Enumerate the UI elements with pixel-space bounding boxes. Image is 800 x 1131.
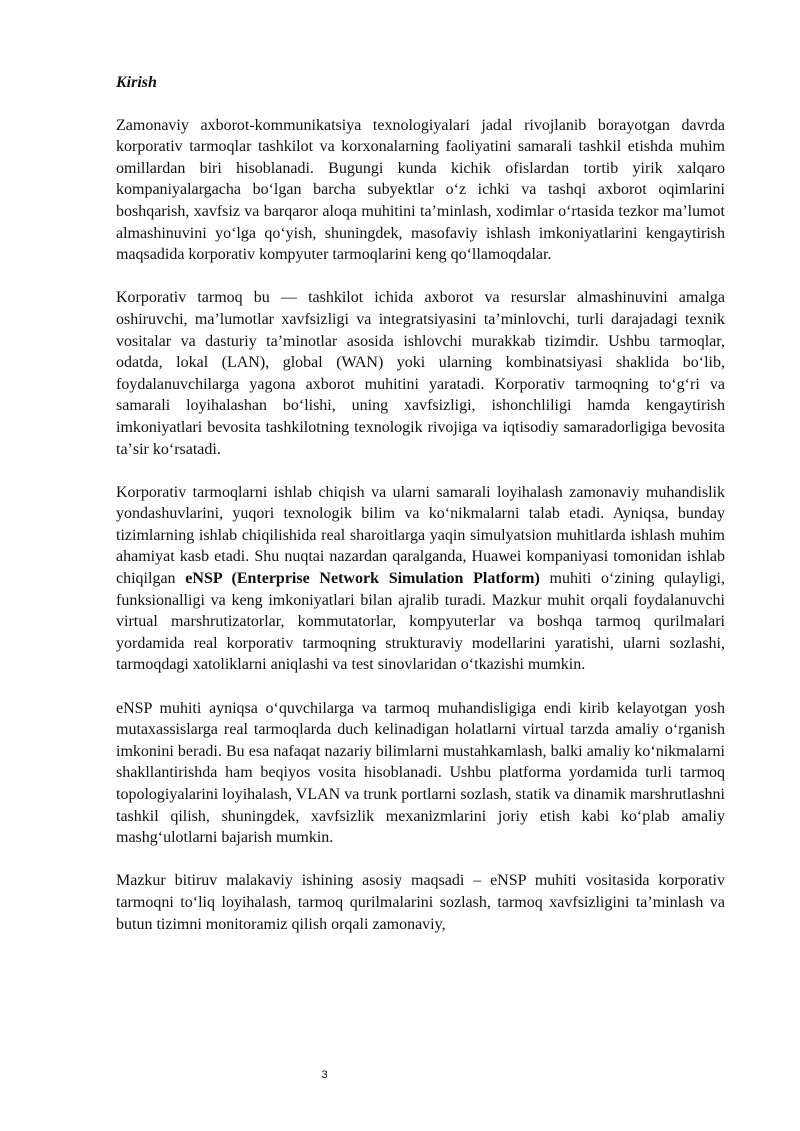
paragraph-3 <box>116 482 725 676</box>
ensp-term: eNSP (Enterprise Network Simulation Platform) <box>185 570 540 588</box>
paragraph-3-text-after: muhiti oʻzining qulayligi, funksionalligi va keng imkoniyatlari bilan ajralib turadi. Mazkur muhit orqali foydalanuvchi virtual marshrutizatorlar, kommutatorlar, kompyuterlar va boshqa tarmoq qurilmalari yordamida real korporativ tarmoqning strukturaviy modellarini yaratishi, ularni sozlashi, tarmoqdagi xatoliklarni aniqlashi va test sinovlaridan oʻtkazishi mumkin. <box>116 570 725 674</box>
page-number: 3 <box>321 1069 328 1081</box>
section-heading: Kirish <box>116 74 157 91</box>
paragraph-5: Mazkur bitiruv malakaviy ishining asosiy maqsadi – eNSP muhiti vositasida korporativ tarmoqni toʻliq loyihalash, tarmoq qurilmalarini sozlash, tarmoq xavfsizligini taʼminlash va butun tizimni monitoramiz qilish orqali zamonaviy, <box>116 872 725 933</box>
paragraph-1: Zamonaviy axborot-kommunikatsiya texnologiyalari jadal rivojlanib borayotgan davrda korporativ tarmoqlar tashkilot va korxonalarning faoliyatini samarali tashkil etishda muhim omillardan biri hisoblanadi. Bugungi kunda kichik ofislardan tortib yirik xalqaro kompaniyalargacha boʻlgan barcha subyektlar oʻz ichki va tashqi axborot oqimlarini boshqarish, xavfsiz va barqaror aloqa muhitini taʼminlash, xodimlar oʻrtasida tezkor maʼlumot almashinuvini yoʻlga qoʻyish, shuningdek, masofaviy ishlash imkoniyatlarini kengaytirish maqsadida korporativ kompyuter tarmoqlarini keng qoʻllamoqdalar. <box>116 116 725 264</box>
paragraph-3-text-before: Korporativ tarmoqlarni ishlab chiqish va ularni samarali loyihalash zamonaviy muhandislik yondashuvlarini, yuqori texnologik bilim va koʻnikmalarni talab etadi. Ayniqsa, bunday tizimlarning ishlab chiqilishida real sharoitlarga yaqin simulyatsion muhitlarda ishlash muhim ahamiyat kasb etadi. Shu nuqtai nazardan qaralganda, Huawei kompaniyasi tomonidan ishlab chiqilgan <box>116 483 725 588</box>
document-page <box>116 72 725 935</box>
paragraph-2: Korporativ tarmoq bu — tashkilot ichida axborot va resurslar almashinuvini amalga oshiruvchi, maʼlumotlar xavfsizligi va integratsiyasini taʼminlovchi, turli darajadagi texnik vositalar va dasturiy taʼminotlar asosida ishlovchi murakkab tizimdir. Ushbu tarmoqlar, odatda, lokal (LAN), global (WAN) yoki ularning kombinatsiyasi shaklida boʻlib, foydalanuvchilarga yagona axborot muhitini yaratadi. Korporativ tarmoqning toʻgʻri va samarali loyihalashan boʻlishi, uning xavfsizligi, ishonchliligi hamda kengaytirish imkoniyatlari bevosita tashkilotning texnologik rivojiga va iqtisodiy samaradorligiga bevosita taʼsir koʻrsatadi. <box>116 289 725 458</box>
paragraph-4: eNSP muhiti ayniqsa oʻquvchilarga va tarmoq muhandisligiga endi kirib kelayotgan yosh mutaxassislarga real tarmoqlarda duch kelinadigan holatlarni virtual tarzda amaliy oʻrganish imkonini beradi. Bu esa nafaqat nazariy bilimlarni mustahkamlash, balki amaliy koʻnikmalarni shakllantirishda ham beqiyos vosita hisoblanadi. Ushbu platforma yordamida turli tarmoq topologiyalarini loyihalash, VLAN va trunk portlarni sozlash, statik va dinamik marshrutlashni tashkil qilish, shuningdek, xavfsizlik mexanizmlarini joriy etish kabi koʻplab amaliy mashgʻulotlarni bajarish mumkin. <box>116 699 725 847</box>
